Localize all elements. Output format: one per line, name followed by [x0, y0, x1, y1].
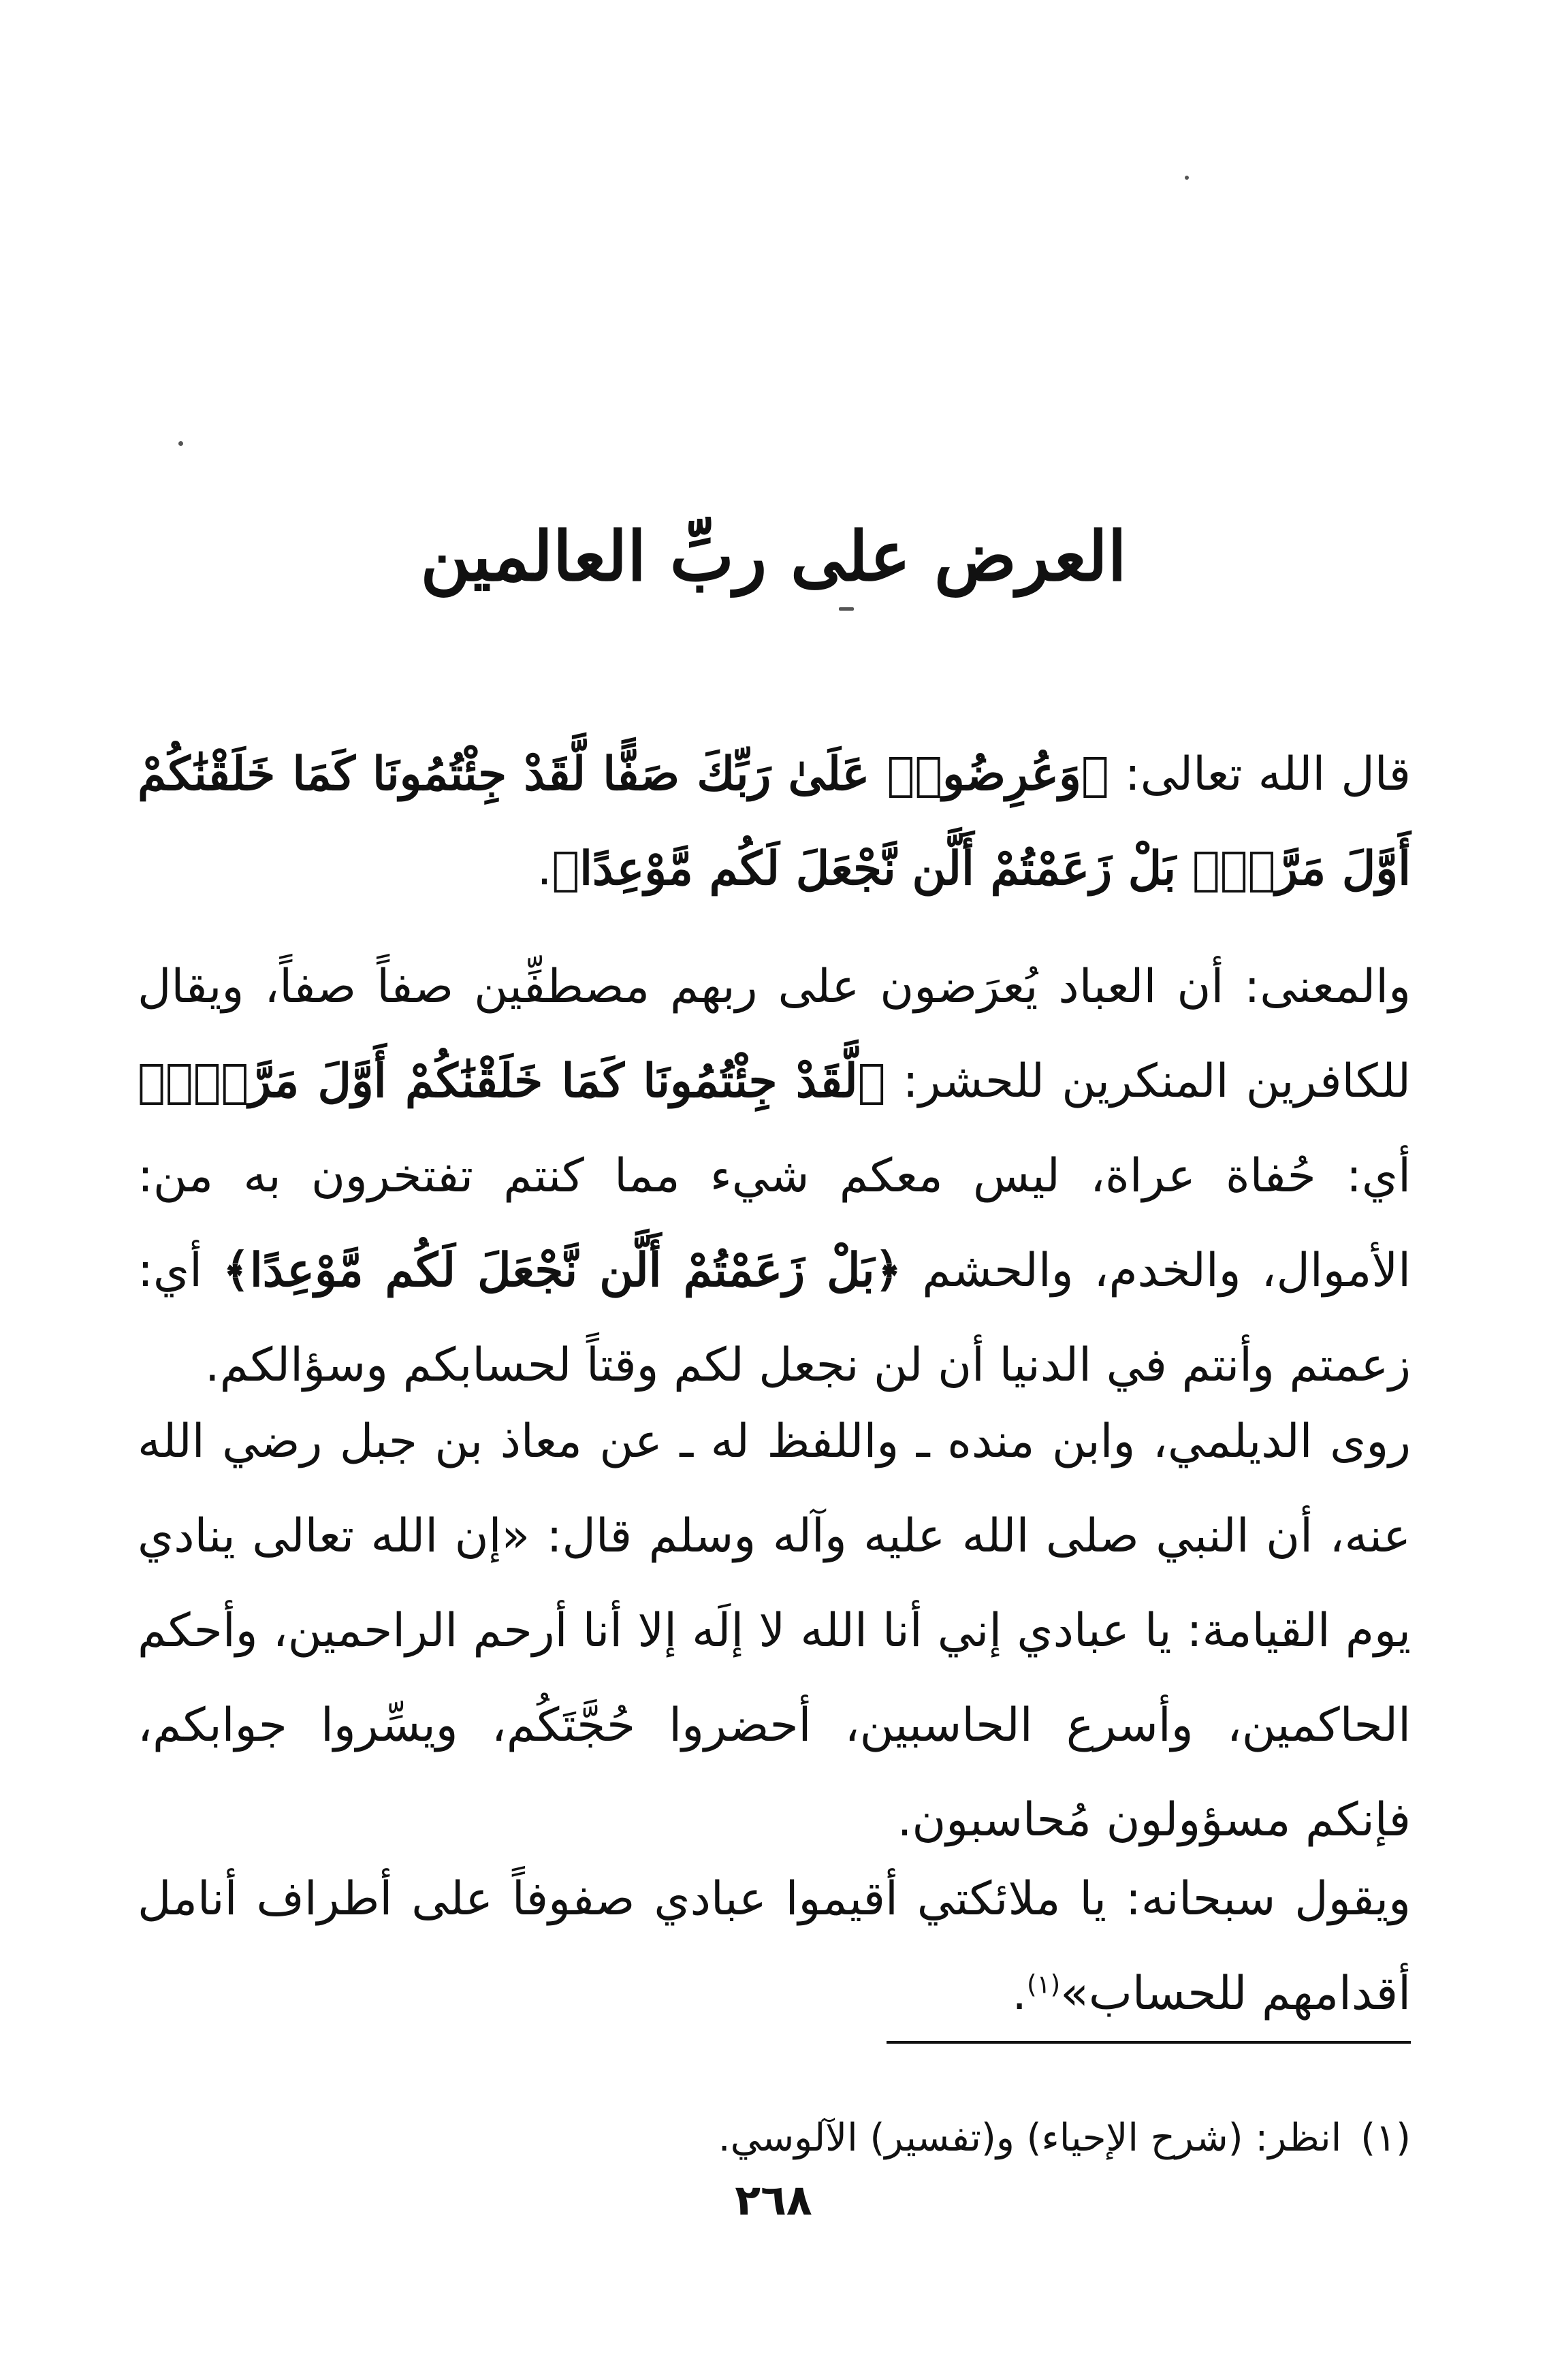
quran-quote: ﴿وَعُرِضُوا۟ عَلَىٰ رَبِّكَ صَفًّا لَّقَدْ جِئْتُمُونَا كَمَا خَلَقْنَٰكُمْ أَوَّلَ مَرَّةٍۭ بَلْ زَعَمْتُمْ أَلَّن نَّجْعَلَ لَكُم مَّوْعِدًا﴾ — [138, 747, 1411, 896]
meaning-text-b: أي: حُفاة عراة، ليس معكم شيء مما كنتم تفتخرون به من: الأموال، والخدم، والحشم — [138, 1149, 1412, 1298]
scan-speck — [1185, 176, 1189, 180]
scan-speck — [839, 607, 854, 611]
footnote-divider — [887, 2041, 1411, 2044]
footnote-marker: (١) — [1360, 2116, 1411, 2160]
footnote — [138, 2108, 1411, 2169]
page-number: ٢٦٨ — [735, 2175, 812, 2225]
quran-verse-paragraph — [138, 727, 1411, 916]
closing-end: . — [1012, 1967, 1027, 2021]
verse-end: . — [537, 842, 552, 896]
closing-text: ويقول سبحانه: يا ملائكتي أقيموا عبادي صفوفاً على أطراف أنامل أقدامهم للحساب» — [138, 1872, 1411, 2021]
meaning-text-a: والمعنى: أن العباد يُعرَضون على ربهم مصطفِّين صفاً صفاً، ويقال للكافرين المنكرين للحشر: — [138, 960, 1411, 1108]
footnote-text: انظر: (شرح الإحياء) و(تفسير) الآلوسي. — [718, 2116, 1342, 2160]
closing-paragraph — [138, 1852, 1411, 2041]
hadith-paragraph: روى الديلمي، وابن منده ـ واللفظ له ـ عن معاذ بن جبل رضي الله عنه، أن النبي صلى الله عليه وآله وسلم قال: «إن الله تعالى ينادي يوم القيامة: يا عبادي إني أنا الله لا إلَه إلا أنا أرحم الراحمين، وأحكم الحاكمين، وأسرع الحاسبين، أحضروا حُجَّتَكُم، ويسِّروا جوابكم، فإنكم مسؤولون مُحاسبون. — [138, 1415, 1411, 1847]
verse-intro: قال الله تعالى: — [1124, 747, 1411, 801]
footnote-reference: (١) — [1026, 1969, 1061, 1999]
chapter-heading: العرض على ربِّ العالمين — [420, 516, 1127, 596]
meaning-text-c: أي: زعمتم وأنتم في الدنيا أن لن نجعل لكم وقتاً لحسابكم وسؤالكم. — [138, 1244, 1411, 1392]
quran-quote: ﴿بَلْ زَعَمْتُمْ أَلَّن نَّجْعَلَ لَكُم مَّوْعِدًا﴾ — [222, 1243, 902, 1298]
meaning-paragraph — [138, 939, 1411, 1413]
quran-quote: ﴿لَّقَدْ جِئْتُمُونَا كَمَا خَلَقْنَٰكُمْ أَوَّلَ مَرَّةٍۭ﴾ — [138, 1054, 886, 1108]
scan-speck — [178, 441, 183, 446]
